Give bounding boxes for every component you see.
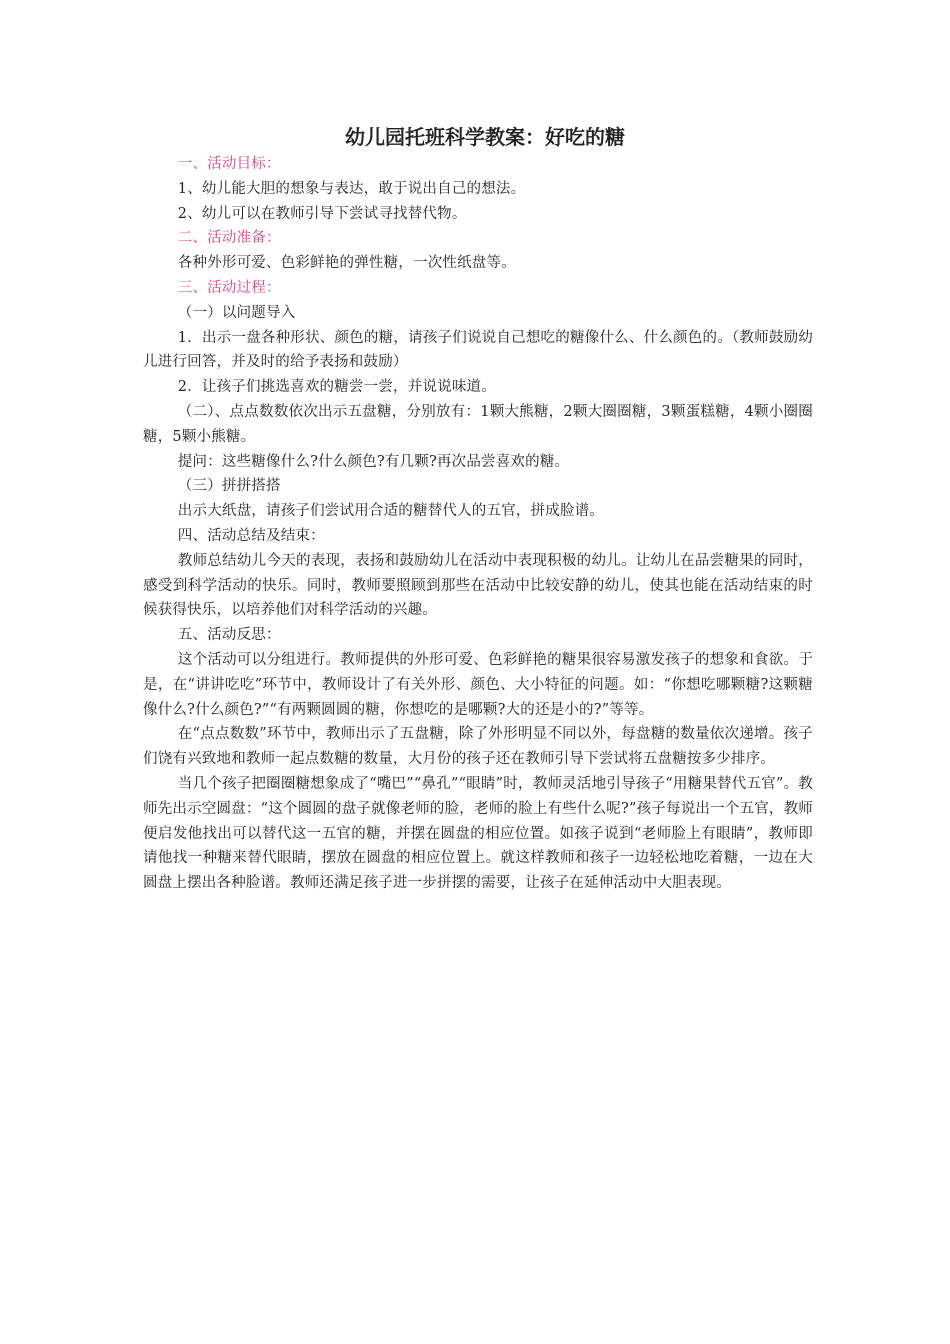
section-heading-process: 三、活动过程： (177, 279, 281, 296)
paragraph: 当几个孩子把圈圈糖想象成了“嘴巴”“鼻孔”“眼睛”时，教师灵活地引导孩子“用糖果替代五官”。教师先出示空圆盘：“这个圆圆的盘子就像老师的脸，老师的脸上有些什么呢?”孩子每说出一个五官，教师便启发他找出可以替代这一五官的糖，并摆在圆盘的相应位置。如孩子说到“老师脸上有眼睛”，教师即请他找一种糖来替代眼睛，摆放在圆盘的相应位置上。就这样教师和孩子一边轻松地吃着糖，一边在大圆盘上摆出各种脸谱。教师还满足孩子进一步拼摆的需要，让孩子在延伸活动中大胆表现。 (143, 775, 813, 892)
paragraph: 1．出示一盘各种形状、颜色的糖，请孩子们说说自己想吃的糖像什么、什么颜色的。（教师鼓励幼儿进行回答，并及时的给予表扬和鼓励） (143, 329, 813, 371)
paragraph: 这个活动可以分组进行。教师提供的外形可爱、色彩鲜艳的糖果很容易激发孩子的想象和食欲。于是，在“讲讲吃吃”环节中，教师设计了有关外形、颜色、大小特征的问题。如：“你想吃哪颗糖?这颗糖像什么?什么颜色?”“有两颗圆圆的糖，你想吃的是哪颗?大的还是小的?”等等。 (143, 651, 813, 718)
paragraph: 出示大纸盘，请孩子们尝试用合适的糖替代人的五官，拼成脸谱。 (177, 503, 605, 520)
paragraph: 各种外形可爱、色彩鲜艳的弹性糖，一次性纸盘等。 (177, 255, 516, 272)
section-heading-reflection: 五、活动反思： (177, 627, 281, 644)
document-title: 幼儿园托班科学教案：好吃的糖 (345, 125, 625, 149)
paragraph: 2、幼儿可以在教师引导下尝试寻找替代物。 (177, 205, 467, 222)
paragraph: （一）以问题导入 (177, 304, 296, 321)
paragraph: 在“点点数数”环节中，教师出示了五盘糖，除了外形明显不同以外，每盘糖的数量依次递增。孩子们饶有兴致地和教师一起点数糖的数量，大月份的孩子还在教师引导下尝试将五盘糖按多少排序。 (143, 726, 813, 768)
paragraph: 提问：这些糖像什么?什么颜色?有几颗?再次品尝喜欢的糖。 (177, 453, 570, 470)
document-body (143, 122, 813, 896)
section-heading-summary: 四、活动总结及结束： (177, 527, 325, 544)
paragraph: （二）、点点数数依次出示五盘糖，分别放有：1颗大熊糖，2颗大圈圈糖，3颗蛋糕糖，4颗小圈圈糖，5颗小熊糖。 (143, 403, 813, 445)
paragraph: 教师总结幼儿今天的表现，表扬和鼓励幼儿在活动中表现积极的幼儿。让幼儿在品尝糖果的同时，感受到科学活动的快乐。同时，教师要照顾到那些在活动中比较安静的幼儿，使其也能在活动结束的时候获得快乐，以培养他们对科学活动的兴趣。 (143, 552, 813, 619)
section-heading-preparation: 二、活动准备： (177, 230, 281, 247)
section-heading-goals: 一、活动目标： (177, 156, 281, 172)
paragraph: （三）拼拼搭搭 (177, 478, 281, 495)
paragraph: 1、幼儿能大胆的想象与表达，敢于说出自己的想法。 (177, 180, 526, 197)
paragraph: 2．让孩子们挑选喜欢的糖尝一尝，并说说味道。 (177, 379, 496, 396)
